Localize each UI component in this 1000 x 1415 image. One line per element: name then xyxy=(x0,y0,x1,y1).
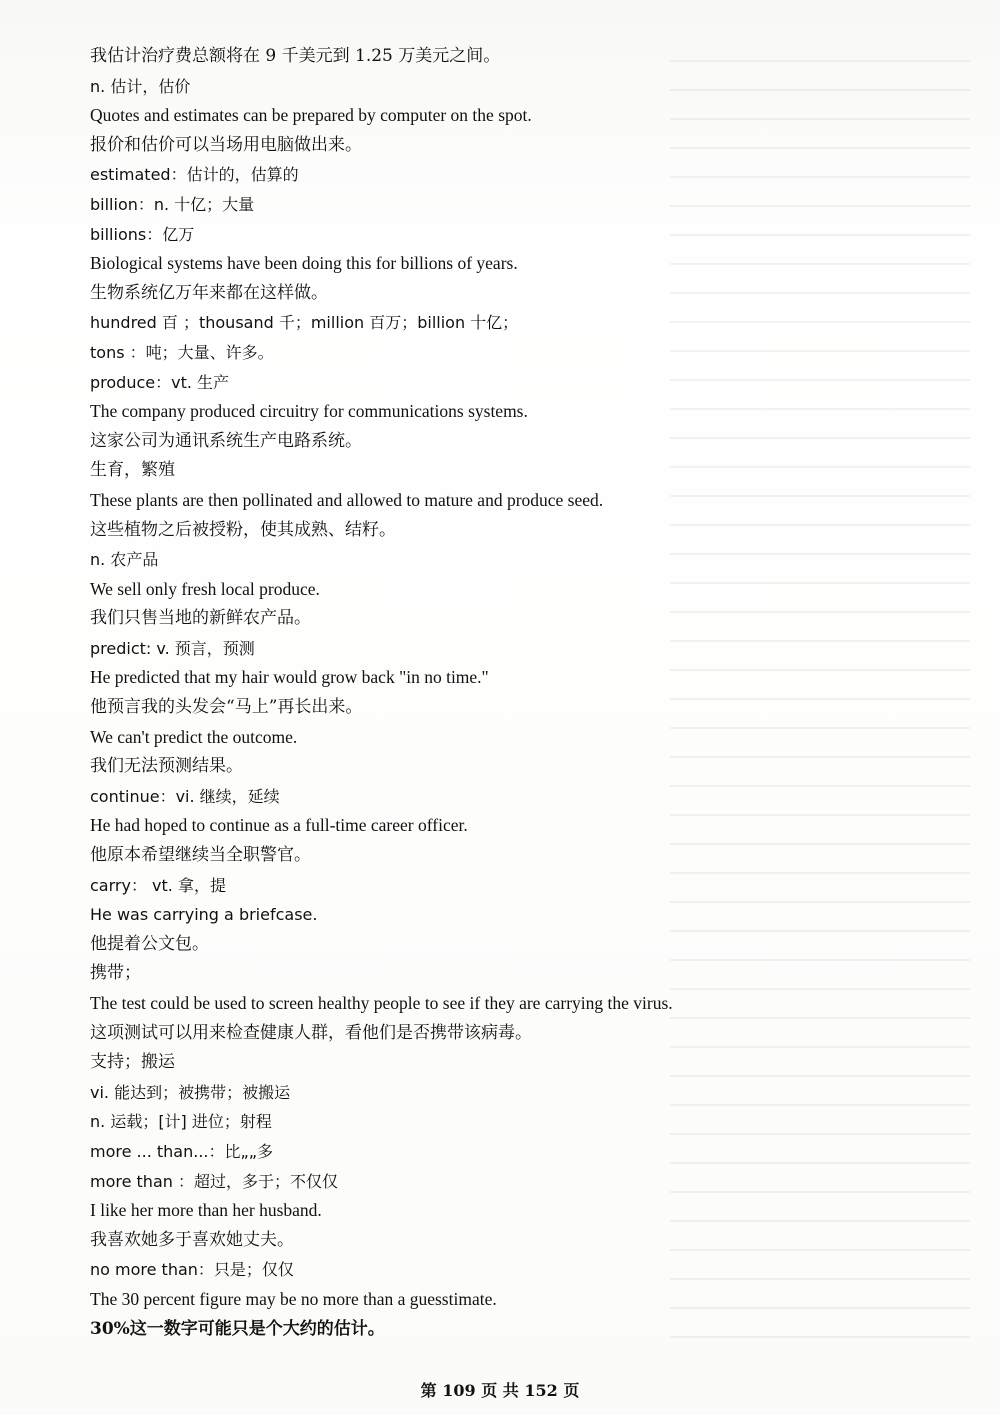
example-sentence: The test could be used to screen healthy people to see if they are carrying the virus. xyxy=(90,993,673,1013)
page-number-footer: 第 109 页 共 152 页 xyxy=(420,1381,580,1400)
translation-line: 报价和估价可以当场用电脑做出来。 xyxy=(90,134,362,155)
translation-line: 这些植物之后被授粉，使其成熟、结籽。 xyxy=(90,519,396,540)
translation-line: 这家公司为通讯系统生产电路系统。 xyxy=(90,430,362,451)
translation-line: 生育，繁殖 xyxy=(90,460,175,481)
translation-line: 生物系统亿万年来都在这样做。 xyxy=(90,282,328,303)
definition-line: billions：亿万 xyxy=(90,224,195,244)
translation-line: 支持；搬运 xyxy=(90,1052,175,1073)
example-sentence: The company produced circuitry for communications systems. xyxy=(90,401,528,422)
definition-line: no more than：只是；仅仅 xyxy=(90,1260,294,1280)
definition-line: produce：vt. 生产 xyxy=(90,372,230,392)
definition-line: predict: v. 预言，预测 xyxy=(90,638,255,658)
definition-line: more than ：超过，多于；不仅仅 xyxy=(90,1171,338,1191)
example-sentence: The 30 percent figure may be no more than a guesstimate. xyxy=(90,1288,497,1309)
definition-line: more ... than...：比„„多 xyxy=(90,1141,274,1161)
vocabulary-notes xyxy=(90,42,930,1344)
definition-line: hundred 百 ；thousand 千；million 百万；billion 十亿； xyxy=(90,313,519,333)
example-sentence: I like her more than her husband. xyxy=(90,1200,322,1221)
example-sentence: Quotes and estimates can be prepared by computer on the spot. xyxy=(90,105,532,126)
translation-line: 携带； xyxy=(90,963,141,984)
example-sentence: We can't predict the outcome. xyxy=(90,726,298,747)
definition-line: He was carrying a briefcase. xyxy=(90,905,318,925)
definition-line: n. 农产品 xyxy=(90,550,159,570)
translation-line: 这项测试可以用来检查健康人群，看他们是否携带该病毒。 xyxy=(90,1022,532,1043)
example-sentence: Biological systems have been doing this for billions of years. xyxy=(90,253,518,274)
translation-line: 他提着公文包。 xyxy=(90,933,209,954)
definition-line: tons ：吨；大量、许多。 xyxy=(90,342,274,362)
translation-line: 我估计治疗费总额将在 9 千美元到 1.25 万美元之间。 xyxy=(90,46,501,66)
definition-line: continue：vi. 继续，延续 xyxy=(90,786,280,806)
example-sentence: He had hoped to continue as a full-time career officer. xyxy=(90,815,468,836)
translation-line: 我喜欢她多于喜欢她丈夫。 xyxy=(90,1229,294,1250)
example-sentence: He predicted that my hair would grow back "in no time." xyxy=(90,667,489,688)
definition-line: vi. 能达到；被携带；被搬运 xyxy=(90,1082,291,1102)
translation-line: 他预言我的头发会“马上”再长出来。 xyxy=(90,697,363,718)
translation-line: 30%这一数字可能只是个大约的估计。 xyxy=(90,1318,385,1339)
definition-line: estimated：估计的，估算的 xyxy=(90,165,299,185)
translation-line: 我们只售当地的新鲜农产品。 xyxy=(90,608,311,629)
translation-line: 我们无法预测结果。 xyxy=(90,756,243,777)
definition-line: billion：n. 十亿；大量 xyxy=(90,194,255,214)
example-sentence: These plants are then pollinated and allowed to mature and produce seed. xyxy=(90,489,604,510)
definition-line: n. 估计，估价 xyxy=(90,76,191,96)
definition-line: n. 运载；[计] 进位；射程 xyxy=(90,1112,272,1132)
definition-line: carry： vt. 拿，提 xyxy=(90,875,226,895)
translation-line: 他原本希望继续当全职警官。 xyxy=(90,845,311,866)
example-sentence: We sell only fresh local produce. xyxy=(90,578,320,599)
